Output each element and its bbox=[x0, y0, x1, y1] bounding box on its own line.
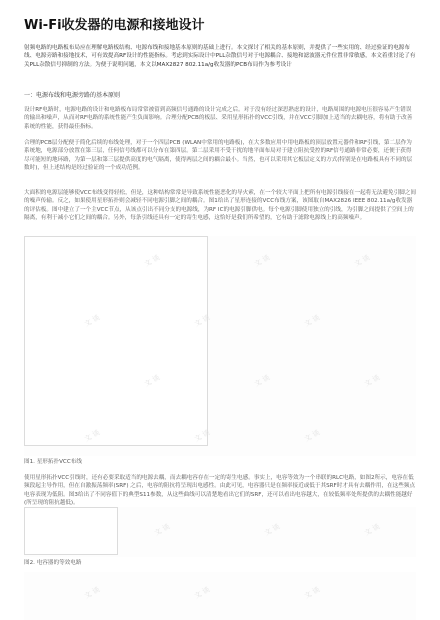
watermark: 文 谈 bbox=[363, 522, 382, 538]
figure-1-caption: 图1. 星形拓扑VCC布线 bbox=[24, 459, 82, 465]
watermark: 文 谈 bbox=[143, 253, 162, 269]
watermark: 文 谈 bbox=[363, 373, 382, 389]
watermark: 文 谈 bbox=[253, 253, 272, 269]
figure-1-frame bbox=[24, 236, 208, 446]
watermark: 文 谈 bbox=[253, 373, 272, 389]
watermark: 文 谈 bbox=[263, 522, 282, 538]
paragraph-1: 设计RF电路时，电源电路的设计和电路板布局常常被留到高频信号通路的设计完成之后。对于没有经过深思熟虑的设计，电路周围的电源电压很容易产生错误的输出和噪声，从而对RF电路的系统性能产生负面影响。合理分配PCB的板层、采用星形拓扑的VCC引线，并在VCC引脚加上适当的去耦电容，将有助于改善系统的性能，获得最佳指标。 bbox=[24, 107, 413, 130]
watermark: 文 谈 bbox=[353, 253, 372, 269]
watermark: 文 谈 bbox=[83, 313, 102, 329]
figure-2-image bbox=[24, 507, 416, 557]
figure-3-image bbox=[24, 572, 416, 620]
article-title: Wi-Fi收发器的电源和接地设计 bbox=[24, 18, 205, 33]
watermark: 文 谈 bbox=[303, 428, 322, 444]
paragraph-4: 使用星形拓扑VCC引线时，还有必要采取适当的电源去耦，而去耦电容存在一定的寄生电感。事实上，电容等效为一个串联的RLC电路，如图2所示，电容在低频段起主导作用，但在自激振荡频率(SRF) 之后，电容的阻抗将呈现出电感性。由此可见，电容器只是在频率接近或低于其SRF时才具有去耦作用，在这些频点电容表现为低阻。图3给出了不同容值下的典型S11参数，从这些曲线可以清楚地看出它们的SRF，还可以看出电容越大，在较低频率处所提供的去耦性能越好(所呈现的阻抗越低)。 bbox=[24, 475, 416, 507]
watermark: 文 谈 bbox=[303, 585, 322, 601]
intro-paragraph: 射频电路的电路板布局应在理解电路板结构、电源布线和接地基本原则的基础上进行。本文探讨了相关的基本原则，并提供了一些实用的、经过验证的电源布线、电源旁路和接地技术，可有效提高RF设计的性能指标。考虑到实际设计中PLL杂散信号对于电源耦合、接地和滤波器元件位置非常敏感，本文着重讨论了有关PLL杂散信号抑制的方法。为便于说明问题，本文以MAX2827 802.11a/g收发器的PCB布局作为参考设计 bbox=[24, 45, 416, 68]
watermark: 文 谈 bbox=[193, 428, 212, 444]
watermark: 文 谈 bbox=[303, 313, 322, 329]
watermark: 文 谈 bbox=[83, 428, 102, 444]
watermark: 文 谈 bbox=[83, 585, 102, 601]
figure-2-frame bbox=[24, 507, 118, 555]
figure-2-caption: 图2. 电容器的等效电路 bbox=[24, 560, 82, 566]
watermark: 文 谈 bbox=[153, 522, 172, 538]
paragraph-2: 合理的PCB层分配便于简化后续的布线处理，对于一个四层PCB (WLAN中常用的电路板)，在大多数应用中用电路板的顶层放置元器件和RF引线，第二层作为系统地，电源部分放置在第三层，任何信号线都可以分布在第四层。第二层采用不受干扰的地平面布局对于建立阻抗受控的RF信号通路非常必要，还便于获得尽可能短的地环路，为第一层和第三层提供高度的电气隔离，使得两层之间的耦合最小。当然，也可以采用其它板层定义的方式(特别是在电路板具有不同的层数时)，但上述结构是经过验证的一个成功范例。 bbox=[24, 140, 413, 172]
watermark: 文 谈 bbox=[143, 373, 162, 389]
watermark: 文 谈 bbox=[193, 313, 212, 329]
section-heading: 一：电源布线和电源旁路的基本原则 bbox=[24, 92, 121, 99]
paragraph-3: 大面积的电源层能够使VCC布线变得轻松，但是，这种结构常常是导致系统性能恶化的导火索，在一个较大平面上把所有电源引线接在一起将无法避免引脚之间的噪声传输。反之，如果使用星形拓扑则会减轻不同电源引脚之间的耦合。图1给出了星形连接的VCC布线方案，该图取自MAX2826 IEEE 802.11a/g收发器的评估板。图中建立了一个主VCC节点，从该点引出不同分支的电源线，为RF IC的电源引脚供电。每个电源引脚使用独立的引线，为引脚之间提供了空间上的隔离，有利于减小它们之间的耦合。另外，每条引线还具有一定的寄生电感，这恰好是我们所希望的，它有助于滤除电源线上的高频噪声。 bbox=[24, 190, 417, 222]
figure-1-image bbox=[24, 236, 416, 456]
watermark: 文 谈 bbox=[193, 585, 212, 601]
